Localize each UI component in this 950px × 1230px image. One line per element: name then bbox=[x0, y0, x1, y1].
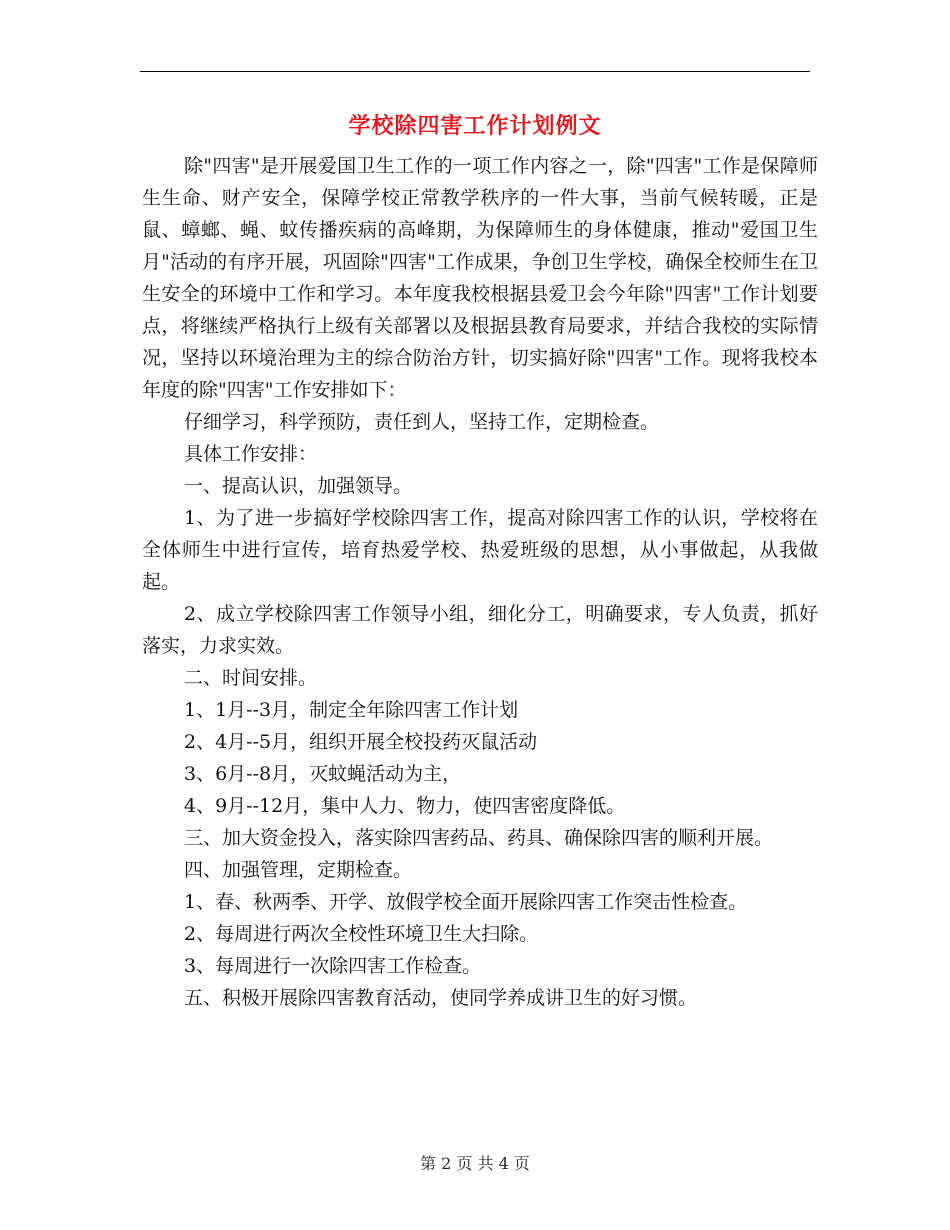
paragraph-intro: 除"四害"是开展爱国卫生工作的一项工作内容之一，除"四害"工作是保障师生生命、财产安全，保障学校正常教学秩序的一件大事，当前气候转暖，正是鼠、蟑螂、蝇、蚊传播疾病的高峰期，为保障师生的身体健康，推动"爱国卫生月"活动的有序开展，巩固除"四害"工作成果，争创卫生学校，确保全校师生在卫生安全的环境中工作和学习。本年度我校根据县爱卫会今年除"四害"工作计划要点，将继续严格执行上级有关部署以及根据县教育局要求，并结合我校的实际情况，坚持以环境治理为主的综合防治方针，切实搞好除"四害"工作。现将我校本年度的除"四害"工作安排如下： bbox=[142, 155, 818, 401]
section-heading-5: 五、积极开展除四害教育活动，使同学养成讲卫生的好习惯。 bbox=[184, 987, 698, 1009]
paragraph-principle: 仔细学习，科学预防，责任到人，坚持工作，定期检查。 bbox=[184, 411, 660, 433]
paragraph-arrangement-heading: 具体工作安排： bbox=[184, 443, 318, 465]
section-heading-4: 四、加强管理，定期检查。 bbox=[184, 859, 413, 881]
list-item: 2、每周进行两次全校性环境卫生大扫除。 bbox=[184, 923, 539, 945]
list-item: 4、9月--12月，集中人力、物力，使四害密度降低。 bbox=[184, 795, 626, 817]
document-title: 学校除四害工作计划例文 bbox=[348, 113, 602, 139]
list-item: 1、1月--3月，制定全年除四害工作计划 bbox=[184, 699, 519, 721]
list-item: 1、春、秋两季、开学、放假学校全面开展除四害工作突击性检查。 bbox=[184, 891, 748, 913]
list-item: 2、成立学校除四害工作领导小组，细化分工，明确要求，专人负责，抓好落实，力求实效。 bbox=[142, 603, 818, 657]
page-number: 第 2 页 共 4 页 bbox=[420, 1154, 530, 1173]
section-heading-3: 三、加大资金投入，落实除四害药品、药具、确保除四害的顺利开展。 bbox=[184, 827, 774, 849]
section-heading-2: 二、时间安排。 bbox=[184, 667, 318, 689]
list-item: 3、6月--8月，灭蚊蝇活动为主， bbox=[184, 763, 462, 785]
list-item: 2、4月--5月，组织开展全校投药灭鼠活动 bbox=[184, 731, 538, 753]
header-rule bbox=[140, 71, 810, 72]
document-body bbox=[142, 150, 818, 1014]
list-item: 3、每周进行一次除四害工作检查。 bbox=[184, 955, 482, 977]
list-item: 1、为了进一步搞好学校除四害工作，提高对除四害工作的认识，学校将在全体师生中进行宣传，培育热爱学校、热爱班级的思想，从小事做起，从我做起。 bbox=[142, 507, 818, 593]
section-heading-1: 一、提高认识，加强领导。 bbox=[184, 475, 413, 497]
